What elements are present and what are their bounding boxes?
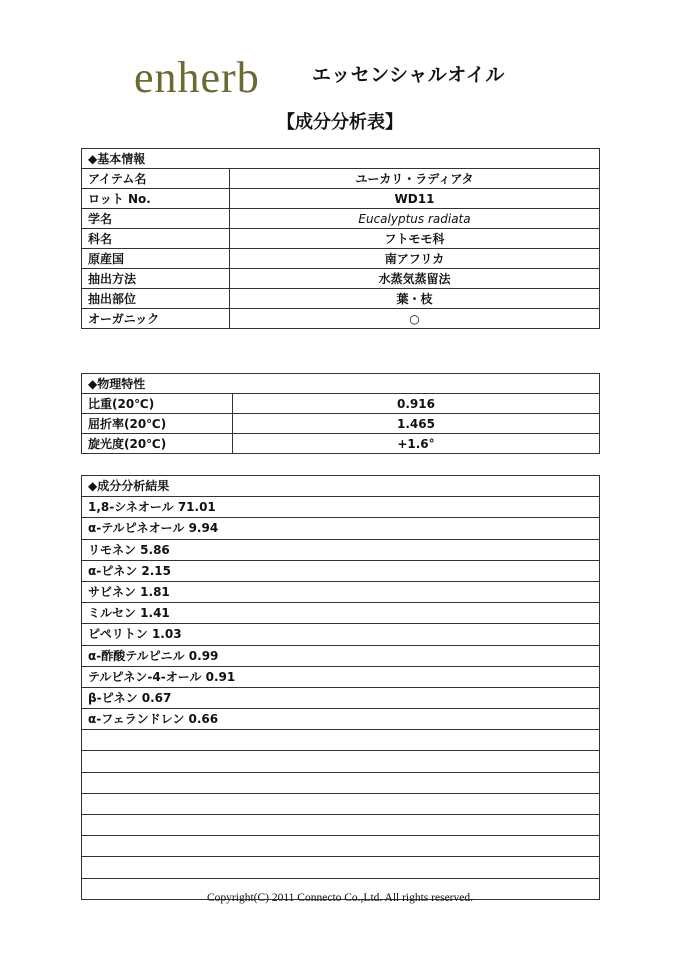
empty-row [82,793,600,814]
table-row [82,751,600,772]
row-label: 抽出部位 [82,289,230,309]
component-entry: α-テルピネオール 9.94 [82,518,600,539]
table-row [82,730,600,751]
empty-row [82,751,600,772]
table-row [82,169,600,189]
row-label: 学名 [82,209,230,229]
table-row [82,772,600,793]
empty-row [82,857,600,878]
component-entry: ピペリトン 1.03 [82,624,600,645]
table-row [82,581,600,602]
physical-properties-table [81,373,600,454]
empty-row [82,815,600,836]
row-value: ユーカリ・ラディアタ [230,169,600,189]
row-value: WD11 [230,189,600,209]
copyright-notice: Copyright(C) 2011 Connecto Co.,Ltd. All rights reserved. [207,892,473,904]
table-row [82,709,600,730]
component-entry: 1,8-シネオール 71.01 [82,497,600,518]
analysis-results-table [81,475,600,900]
row-label: ロット No. [82,189,230,209]
table-row [82,414,600,434]
component-entry: α-フェランドレン 0.66 [82,709,600,730]
table-row [82,229,600,249]
component-entry: テルピネン-4-オール 0.91 [82,666,600,687]
row-label: 抽出方法 [82,269,230,289]
empty-row [82,772,600,793]
row-value: 葉・枝 [230,289,600,309]
table-row [82,793,600,814]
table-row [82,434,600,454]
table-row [82,645,600,666]
empty-row [82,730,600,751]
table-row [82,687,600,708]
physical-heading: ◆物理特性 [82,374,600,394]
basic-info-table [81,148,600,329]
table-row [82,539,600,560]
row-label: アイテム名 [82,169,230,189]
document-title: エッセンシャルオイル [312,64,505,86]
row-value: ○ [230,309,600,329]
brand-logo: enherb [134,53,260,102]
table-row [82,815,600,836]
component-entry: サビネン 1.81 [82,581,600,602]
row-value: フトモモ科 [230,229,600,249]
scientific-name-value: Eucalyptus radiata [230,209,600,229]
table-row [82,497,600,518]
table-row [82,209,600,229]
component-entry: ミルセン 1.41 [82,603,600,624]
table-row [82,518,600,539]
component-entry: リモネン 5.86 [82,539,600,560]
analysis-heading: ◆成分分析結果 [82,476,600,497]
empty-row [82,836,600,857]
table-row [82,289,600,309]
component-entry: α-酢酸テルピニル 0.99 [82,645,600,666]
table-row [82,249,600,269]
row-value: 南アフリカ [230,249,600,269]
table-row [82,836,600,857]
table-row [82,560,600,581]
row-value: 水蒸気蒸留法 [230,269,600,289]
row-label: 比重(20℃) [82,394,233,414]
row-label: オーガニック [82,309,230,329]
table-row [82,666,600,687]
row-label: 科名 [82,229,230,249]
table-row [82,394,600,414]
table-row [82,857,600,878]
row-value: +1.6° [233,434,600,454]
basic-info-heading: ◆基本情報 [82,149,600,169]
component-entry: α-ピネン 2.15 [82,560,600,581]
table-row [82,269,600,289]
row-label: 原産国 [82,249,230,269]
component-entry: β-ピネン 0.67 [82,687,600,708]
table-row [82,309,600,329]
row-label: 旋光度(20℃) [82,434,233,454]
table-row [82,624,600,645]
row-value: 0.916 [233,394,600,414]
row-label: 屈折率(20℃) [82,414,233,434]
row-value: 1.465 [233,414,600,434]
table-row [82,189,600,209]
document-subtitle: 【成分分析表】 [277,112,403,133]
table-row [82,603,600,624]
